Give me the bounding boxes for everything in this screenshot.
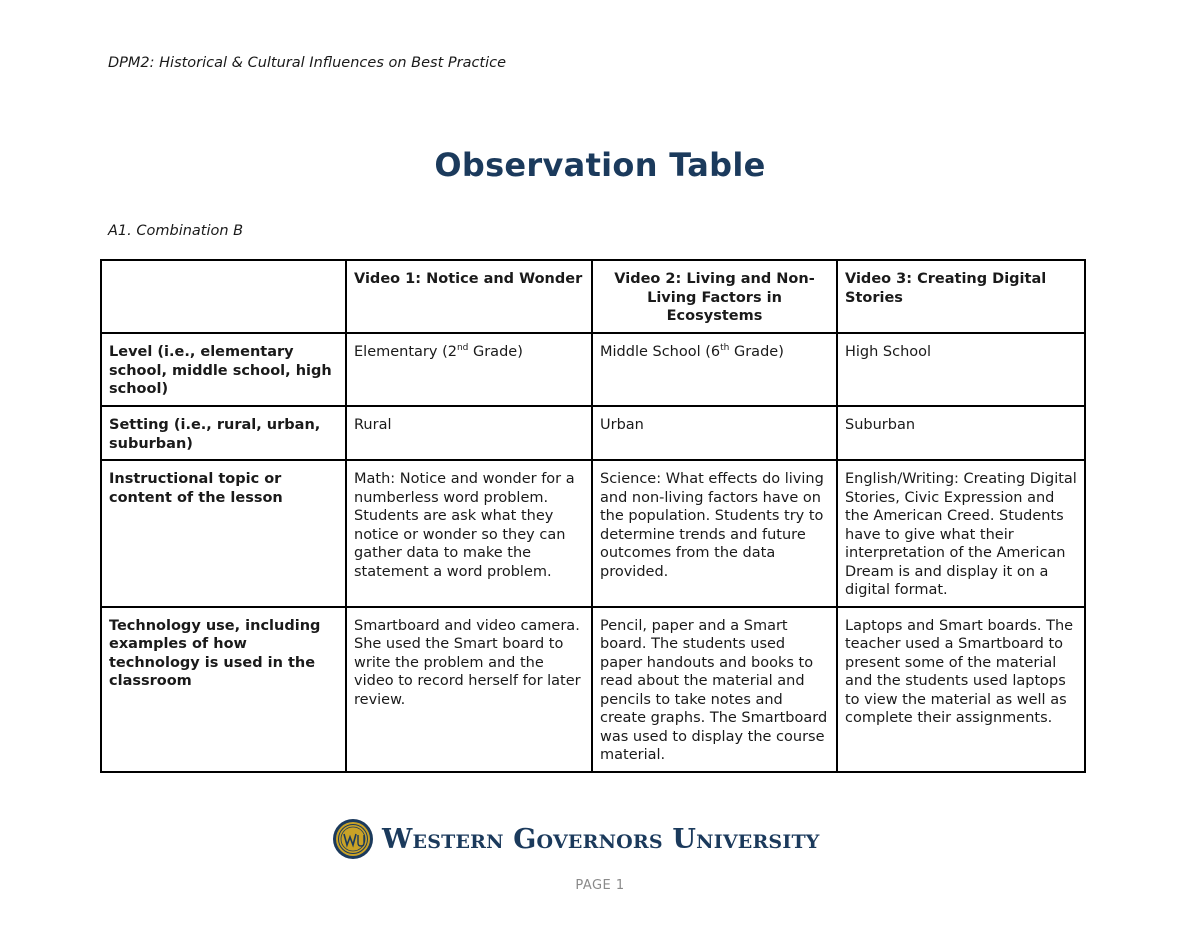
table-row: [101, 333, 1085, 406]
cell-text: Grade): [729, 344, 784, 360]
cell-text: Grade): [468, 344, 523, 360]
page-title: Observation Table: [434, 146, 766, 184]
observation-table: [100, 259, 1086, 773]
table-cell: Suburban: [837, 406, 1085, 460]
table-cell: [592, 333, 837, 406]
table-cell: Pencil, paper and a Smart board. The students used paper handouts and books to read about the material and pencils to take notes and create graphs. The Smartboard was used to display the course material.: [592, 607, 837, 772]
table-row: [101, 406, 1085, 460]
row-label: Instructional topic or content of the lesson: [101, 460, 346, 607]
table-cell: Smartboard and video camera. She used the Smart board to write the problem and the video to record herself for later review.: [346, 607, 592, 772]
table-cell: Laptops and Smart boards. The teacher used a Smartboard to present some of the material and the students used laptops to view the material as well as complete their assignments.: [837, 607, 1085, 772]
table-cell: Rural: [346, 406, 592, 460]
table-cell: [346, 333, 592, 406]
row-label: Technology use, including examples of how technology is used in the classroom: [101, 607, 346, 772]
wgu-seal-icon: [332, 818, 374, 860]
section-subheading: A1. Combination B: [108, 223, 244, 239]
table-row: [101, 460, 1085, 607]
cell-text: Middle School (6: [600, 344, 721, 360]
row-label: Setting (i.e., rural, urban, suburban): [101, 406, 346, 460]
table-cell: Math: Notice and wonder for a numberless word problem. Students are ask what they notice or wonder so they can gather data to make the statement a word problem.: [346, 460, 592, 607]
table-header-cell: Video 3: Creating Digital Stories: [837, 260, 1085, 333]
table-cell: English/Writing: Creating Digital Stories, Civic Expression and the American Creed. Students have to give what their interpretation of the American Dream is and display it on a digital format.: [837, 460, 1085, 607]
table-header-cell: Video 2: Living and Non-Living Factors in Ecosystems: [592, 260, 837, 333]
document-header: DPM2: Historical & Cultural Influences on Best Practice: [108, 55, 507, 71]
cell-text: Elementary (2: [354, 344, 457, 360]
table-header-cell: Video 1: Notice and Wonder: [346, 260, 592, 333]
row-label: Level (i.e., elementary school, middle school, high school): [101, 333, 346, 406]
table-row: [101, 607, 1085, 772]
page-number: PAGE 1: [575, 878, 625, 893]
wgu-logo: [332, 818, 820, 860]
table-cell: Urban: [592, 406, 837, 460]
table-cell: High School: [837, 333, 1085, 406]
wgu-wordmark: Western Governors University: [382, 823, 820, 855]
table-header-row: [101, 260, 1085, 333]
table-header-cell: [101, 260, 346, 333]
table-cell: Science: What effects do living and non-living factors have on the population. Students try to determine trends and future outcomes from the data provided.: [592, 460, 837, 607]
ordinal-suffix: th: [720, 343, 730, 354]
ordinal-suffix: nd: [456, 343, 469, 354]
